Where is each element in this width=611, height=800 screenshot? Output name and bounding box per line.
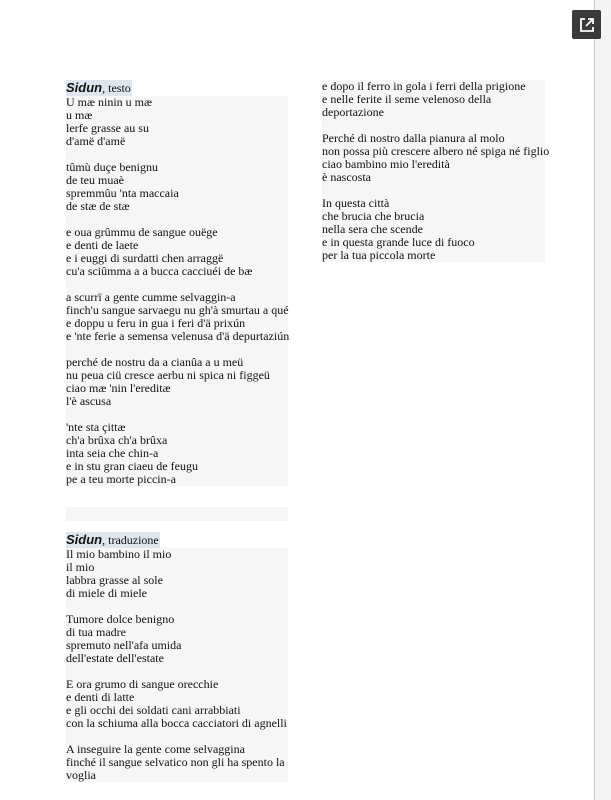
translation-text-block [66, 548, 288, 782]
stanza [66, 548, 288, 600]
verse-line: con la schiuma alla bocca cacciatori di agnelli [66, 716, 287, 730]
verse-line: e denti de laete [66, 238, 139, 252]
verse-line: a scurrï a gente cumme selvaggin-a [66, 290, 236, 304]
verse-line: d'amë d'amë [66, 134, 126, 148]
stanza [66, 613, 288, 665]
popout-button[interactable] [572, 10, 601, 39]
verse-line: dell'estate dell'estate [66, 651, 164, 665]
verse-line: finché il sangue selvatico non gli ha spento la [66, 755, 285, 769]
verse-line: e in questa grande luce di fuoco [322, 235, 475, 249]
stanza [322, 197, 545, 262]
verse-line: de stæ de stæ [66, 199, 130, 213]
verse-line: spremuto nell'afa umida [66, 638, 182, 652]
verse-line: e doppu u feru in gua i feri d'ä prixún [66, 316, 246, 330]
stanza [66, 226, 288, 278]
verse-line: l'è ascusa [66, 394, 112, 408]
open-in-new-window-icon [579, 17, 595, 33]
verse-line: A inseguire la gente come selvaggina [66, 742, 245, 756]
scrollbar[interactable] [595, 0, 611, 800]
verse-line: e oua grûmmu de sangue ouëge [66, 225, 218, 239]
verse-line: cu'a sciûmma a a bucca cacciuéi de bæ [66, 264, 253, 278]
stanza [66, 161, 288, 213]
verse-line: Il mio bambino il mio [66, 547, 172, 561]
stanza [66, 421, 288, 486]
verse-line: ch'a brûxa ch'a brûxa [66, 433, 168, 447]
verse-line: e nelle ferite il seme velenoso della [322, 92, 492, 106]
verse-line: Perché di nostro dalla pianura al molo [322, 131, 505, 145]
verse-line: non possa più crescere albero né spiga né figlio [322, 144, 550, 158]
verse-line: 'nte sta çittæ [66, 420, 126, 434]
verse-line: In questa città [322, 196, 390, 210]
verse-line: pe a teu morte piccin-a [66, 472, 176, 486]
original-title: Sidun [66, 80, 103, 95]
verse-line: tûmù duçe benignu [66, 160, 158, 174]
stanza [322, 80, 545, 119]
verse-line: deportazione [322, 105, 384, 119]
verse-line: per la tua piccola morte [322, 248, 436, 262]
stanza [66, 678, 288, 730]
verse-line: labbra grasse al sole [66, 573, 163, 587]
verse-line: u mæ [66, 108, 93, 122]
translation-title: Sidun [66, 532, 103, 547]
original-text-block [66, 96, 288, 486]
verse-line: finch'u sangue sarvaegu nu gh'à smurtau a qué [66, 303, 289, 317]
left-column [66, 80, 288, 782]
verse-line: che brucia che brucia [322, 209, 425, 223]
stanza [66, 743, 288, 782]
original-heading [66, 80, 132, 96]
right-column [322, 79, 550, 262]
stanza [66, 291, 288, 343]
verse-line: Tumore dolce benigno [66, 612, 175, 626]
verse-line: de teu muaè [66, 173, 124, 187]
verse-line: e 'nte ferie a semensa velenusa d'ä depurtaziún [66, 329, 290, 343]
verse-line: e denti di latte [66, 690, 135, 704]
verse-line: spremmûu 'nta maccaia [66, 186, 179, 200]
translation-heading-row [66, 532, 288, 548]
verse-line: e in stu gran ciaeu de feugu [66, 459, 198, 473]
verse-line: ciao bambino mio l'eredità [322, 157, 450, 171]
verse-line: è nascosta [322, 170, 371, 184]
translation-heading [66, 532, 160, 548]
verse-line: U mæ ninin u mæ [66, 95, 153, 109]
translation-continuation-block [322, 79, 550, 262]
verse-line: di miele di miele [66, 586, 147, 600]
verse-line: il mio [66, 560, 95, 574]
stanza [322, 131, 550, 184]
verse-line: voglia [66, 768, 96, 782]
stanza [66, 356, 288, 408]
verse-line: nella sera che scende [322, 222, 423, 236]
verse-line: E ora grumo di sangue orecchie [66, 677, 219, 691]
verse-line: ciao mæ 'nin l'ereditæ [66, 381, 171, 395]
verse-line: di tua madre [66, 625, 126, 639]
translation-subtitle: , traduzione [102, 533, 159, 547]
stanza [66, 96, 288, 148]
verse-line: perché de nostru da a cianûa a u meü [66, 355, 244, 369]
original-heading-row [66, 80, 288, 96]
verse-line: nu peua ciü cresce aerbu ni spica ni figgeü [66, 368, 270, 382]
verse-line: e i euggi di surdatti chen arraggë [66, 251, 224, 265]
verse-line: inta seia che chin-a [66, 446, 159, 460]
verse-line: lerfe grasse au su [66, 121, 149, 135]
original-subtitle: , testo [102, 81, 131, 95]
spacer-block [66, 507, 288, 521]
verse-line: e gli occhi dei soldati cani arrabbiati [66, 703, 241, 717]
verse-line: e dopo il ferro in gola i ferri della prigione [322, 79, 526, 93]
